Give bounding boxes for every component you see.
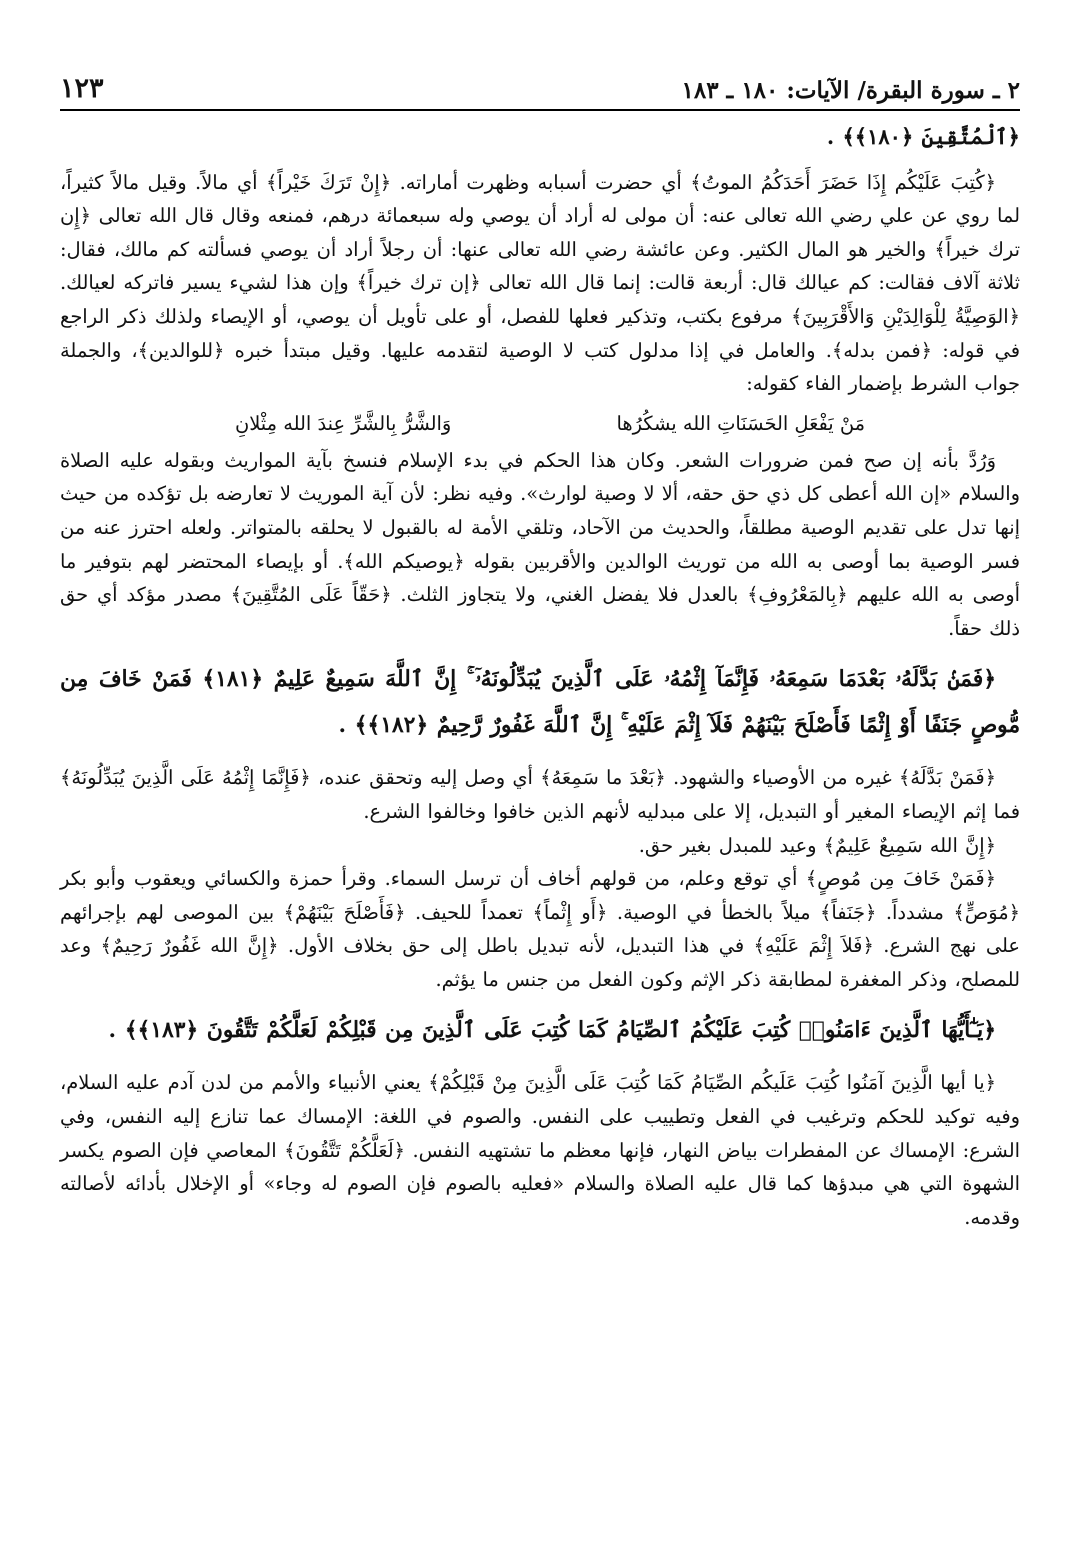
commentary-paragraph: ﴿فَمَنْ بَدَّلَهُ﴾ غيره من الأوصياء والشهود. ﴿بَعْدَ ما سَمِعَهُ﴾ أي وصل إليه وتحقق عنده، ﴿فَإِنَّمَا إِثْمُهُ عَلَى الَّذِينَ يُبَدِّلُونَهُ﴾ فما إثم الإيصاء المغير أو التبديل، إلا على مبدليه لأنهم الذين خافوا وخالفوا الشرع. (60, 766, 1020, 823)
poetry-verse (60, 401, 1020, 444)
quran-verse-block: ﴿يَـٰٓأَيُّهَا ٱلَّذِينَ ءَامَنُوا۟ كُتِبَ عَلَيْكُمُ ٱلصِّيَامُ كَمَا كُتِبَ عَلَى ٱلَّذِينَ مِن قَبْلِكُمْ لَعَلَّكُمْ تَتَّقُونَ ﴿١٨٣﴾﴾ . (108, 1018, 996, 1044)
commentary-paragraph: ﴿يا أيها الَّذِينَ آمَنُوا كُتِبَ عَلَيكُم الصِّيَامُ كَمَا كُتِبَ عَلَى الَّذِينَ مِنْ قَبْلِكُمْ﴾ يعني الأنبياء والأمم من لدن آدم عليه السلام، وفيه توكيد للحكم وترغيب في الفعل وتطييب على النفس. والصوم في اللغة: الإمساك عما تنازع إليه النفس، وفي الشرع: الإمساك عن المفطرات بياض النهار، فإنها معظم ما تشتهيه النفس. ﴿لَعَلَّكُمْ تَتَّقُونَ﴾ المعاصي فإن الصوم يكسر الشهوة التي هي مبدؤها كما قال عليه الصلاة والسلام «فعليه بالصوم فإن الصوم له وجاء» أو الإخلال بأدائه لأصالته وقدمه. (60, 1071, 1020, 1229)
commentary-paragraph: ﴿إِنَّ الله سَمِيعٌ عَلِيمٌ﴾ وعيد للمبدل بغير حق. (638, 833, 996, 857)
running-head: ٢ ـ سورة البقرة/ الآيات: ١٨٠ ـ ١٨٣ (681, 77, 1020, 104)
page-header (60, 62, 1020, 104)
quran-verse-block: ﴿فَمَنۢ بَدَّلَهُۥ بَعْدَمَا سَمِعَهُۥ فَإِنَّمَآ إِثْمُهُۥ عَلَى ٱلَّذِينَ يُبَدِّلُونَهُۥٓ ۚ إِنَّ ٱللَّهَ سَمِيعٌ عَلِيمٌ ﴿١٨١﴾ فَمَنْ خَافَ مِن مُّوصٍ جَنَفًا أَوْ إِثْمًا فَأَصْلَحَ بَيْنَهُمْ فَلَآ إِثْمَ عَلَيْهِ ۚ إِنَّ ٱللَّهَ غَفُورٌ رَّحِيمٌ ﴿١٨٢﴾﴾ . (60, 667, 1020, 739)
poem-hemistich-second: وَالشَّرُّ بِالشَّرِّ عِندَ الله مِثْلانِ (235, 411, 452, 435)
commentary-paragraph: ﴿كُتِبَ عَلَيْكُم إِذَا حَضَرَ أَحَدَكُمُ الموتُ﴾ أي حضرت أسبابه وظهرت أماراته. ﴿إِنْ تَرَكَ خَيْراً﴾ أي مالاً. وقيل مالاً كثيراً، لما روي عن علي رضي الله تعالى عنه: أن مولى له أراد أن يوصي وله سبعمائة درهم، فمنعه وقال قال الله تعالى ﴿إِن ترك خيراً﴾ والخير هو المال الكثير. وعن عائشة رضي الله تعالى عنها: أن رجلاً أراد أن يوصي فسألته كم مالك، فقال: ثلاثة آلاف فقالت: كم عيالك قال: أربعة قالت: إنما قال الله تعالى ﴿إن ترك خيراً﴾ وإن هذا لشيء يسير فاتركه لعيالك. ﴿الوَصِيَّةُ لِلْوَالِدَيْنِ وَالأَقْرَبِينَ﴾ مرفوع بكتب، وتذكير فعلها للفصل، أو على تأويل أن يوصي، أو الإيصاء ولذلك ذكر الراجع في قوله: ﴿فمن بدله﴾. والعامل في إذا مدلول كتب لا الوصية لتقدمه عليها. وقيل مبتدأ خبره ﴿للوالدين﴾، والجملة جواب الشرط بإضمار الفاء كقوله: (60, 170, 1020, 396)
commentary-paragraph: ﴿فَمَنْ خَافَ مِن مُوصٍ﴾ أي توقع وعلم، من قولهم أخاف أن ترسل السماء. وقرأ حمزة والكسائي ويعقوب وأبو بكر ﴿مُوَصٍّ﴾ مشدداً. ﴿جَنَفاً﴾ ميلاً بالخطأ في الوصية. ﴿أَو إِثْماً﴾ تعمداً للحيف. ﴿فَأَصْلَحَ بَيْنَهُمْ﴾ بين الموصى لهم بإجرائهم على نهج الشرع. ﴿فَلاَ إِثْمَ عَلَيْهِ﴾ في هذا التبديل، لأنه تبديل باطل إلى حق بخلاف الأول. ﴿إِنَّ الله غَفُورٌ رَحِيمٌ﴾ وعد للمصلح، وذكر المغفرة لمطابقة ذكر الإثم وكون الفعل من جنس ما يؤثم. (60, 867, 1020, 991)
commentary-paragraph: وَرُدَّ بأنه إن صح فمن ضرورات الشعر. وكان هذا الحكم في بدء الإسلام فنسخ بآية المواريث وبقوله عليه الصلاة والسلام «إن الله أعطى كل ذي حق حقه، ألا لا وصية لوارث». وفيه نظر: لأن آية الموريث لا تعارضه بل تؤكده من حيث إنها تدل على تقديم الوصية مطلقاً، والحديث من الآحاد، وتلقي الأمة له بالقبول لا يحلقه بالمتواتر. ولعله احترز عنه من فسر الوصية بما أوصى به الله من توريث الوالدين والأقربين بقوله ﴿يوصيكم الله﴾. أو بإيصاء المحتضر لهم بتوفير ما أوصى به الله عليهم ﴿بِالمَعْرُوفِ﴾ بالعدل فلا يفضل الغني، ولا يتجاوز الثلث. ﴿حَقّاً عَلَى المُتَّقِينَ﴾ مصدر مؤكد أي حق ذلك حقاً. (60, 448, 1020, 640)
verse-continuation: ﴿ٱلْمُتَّقِينَ ﴿١٨٠﴾﴾ . (826, 124, 1020, 149)
page-body (60, 120, 1020, 1234)
poem-hemistich-first: مَنْ يَفْعَلِ الحَسَنَاتِ الله يشكُرُها (616, 411, 865, 435)
page-number: ١٢٣ (60, 73, 104, 104)
header-rule (60, 109, 1020, 111)
